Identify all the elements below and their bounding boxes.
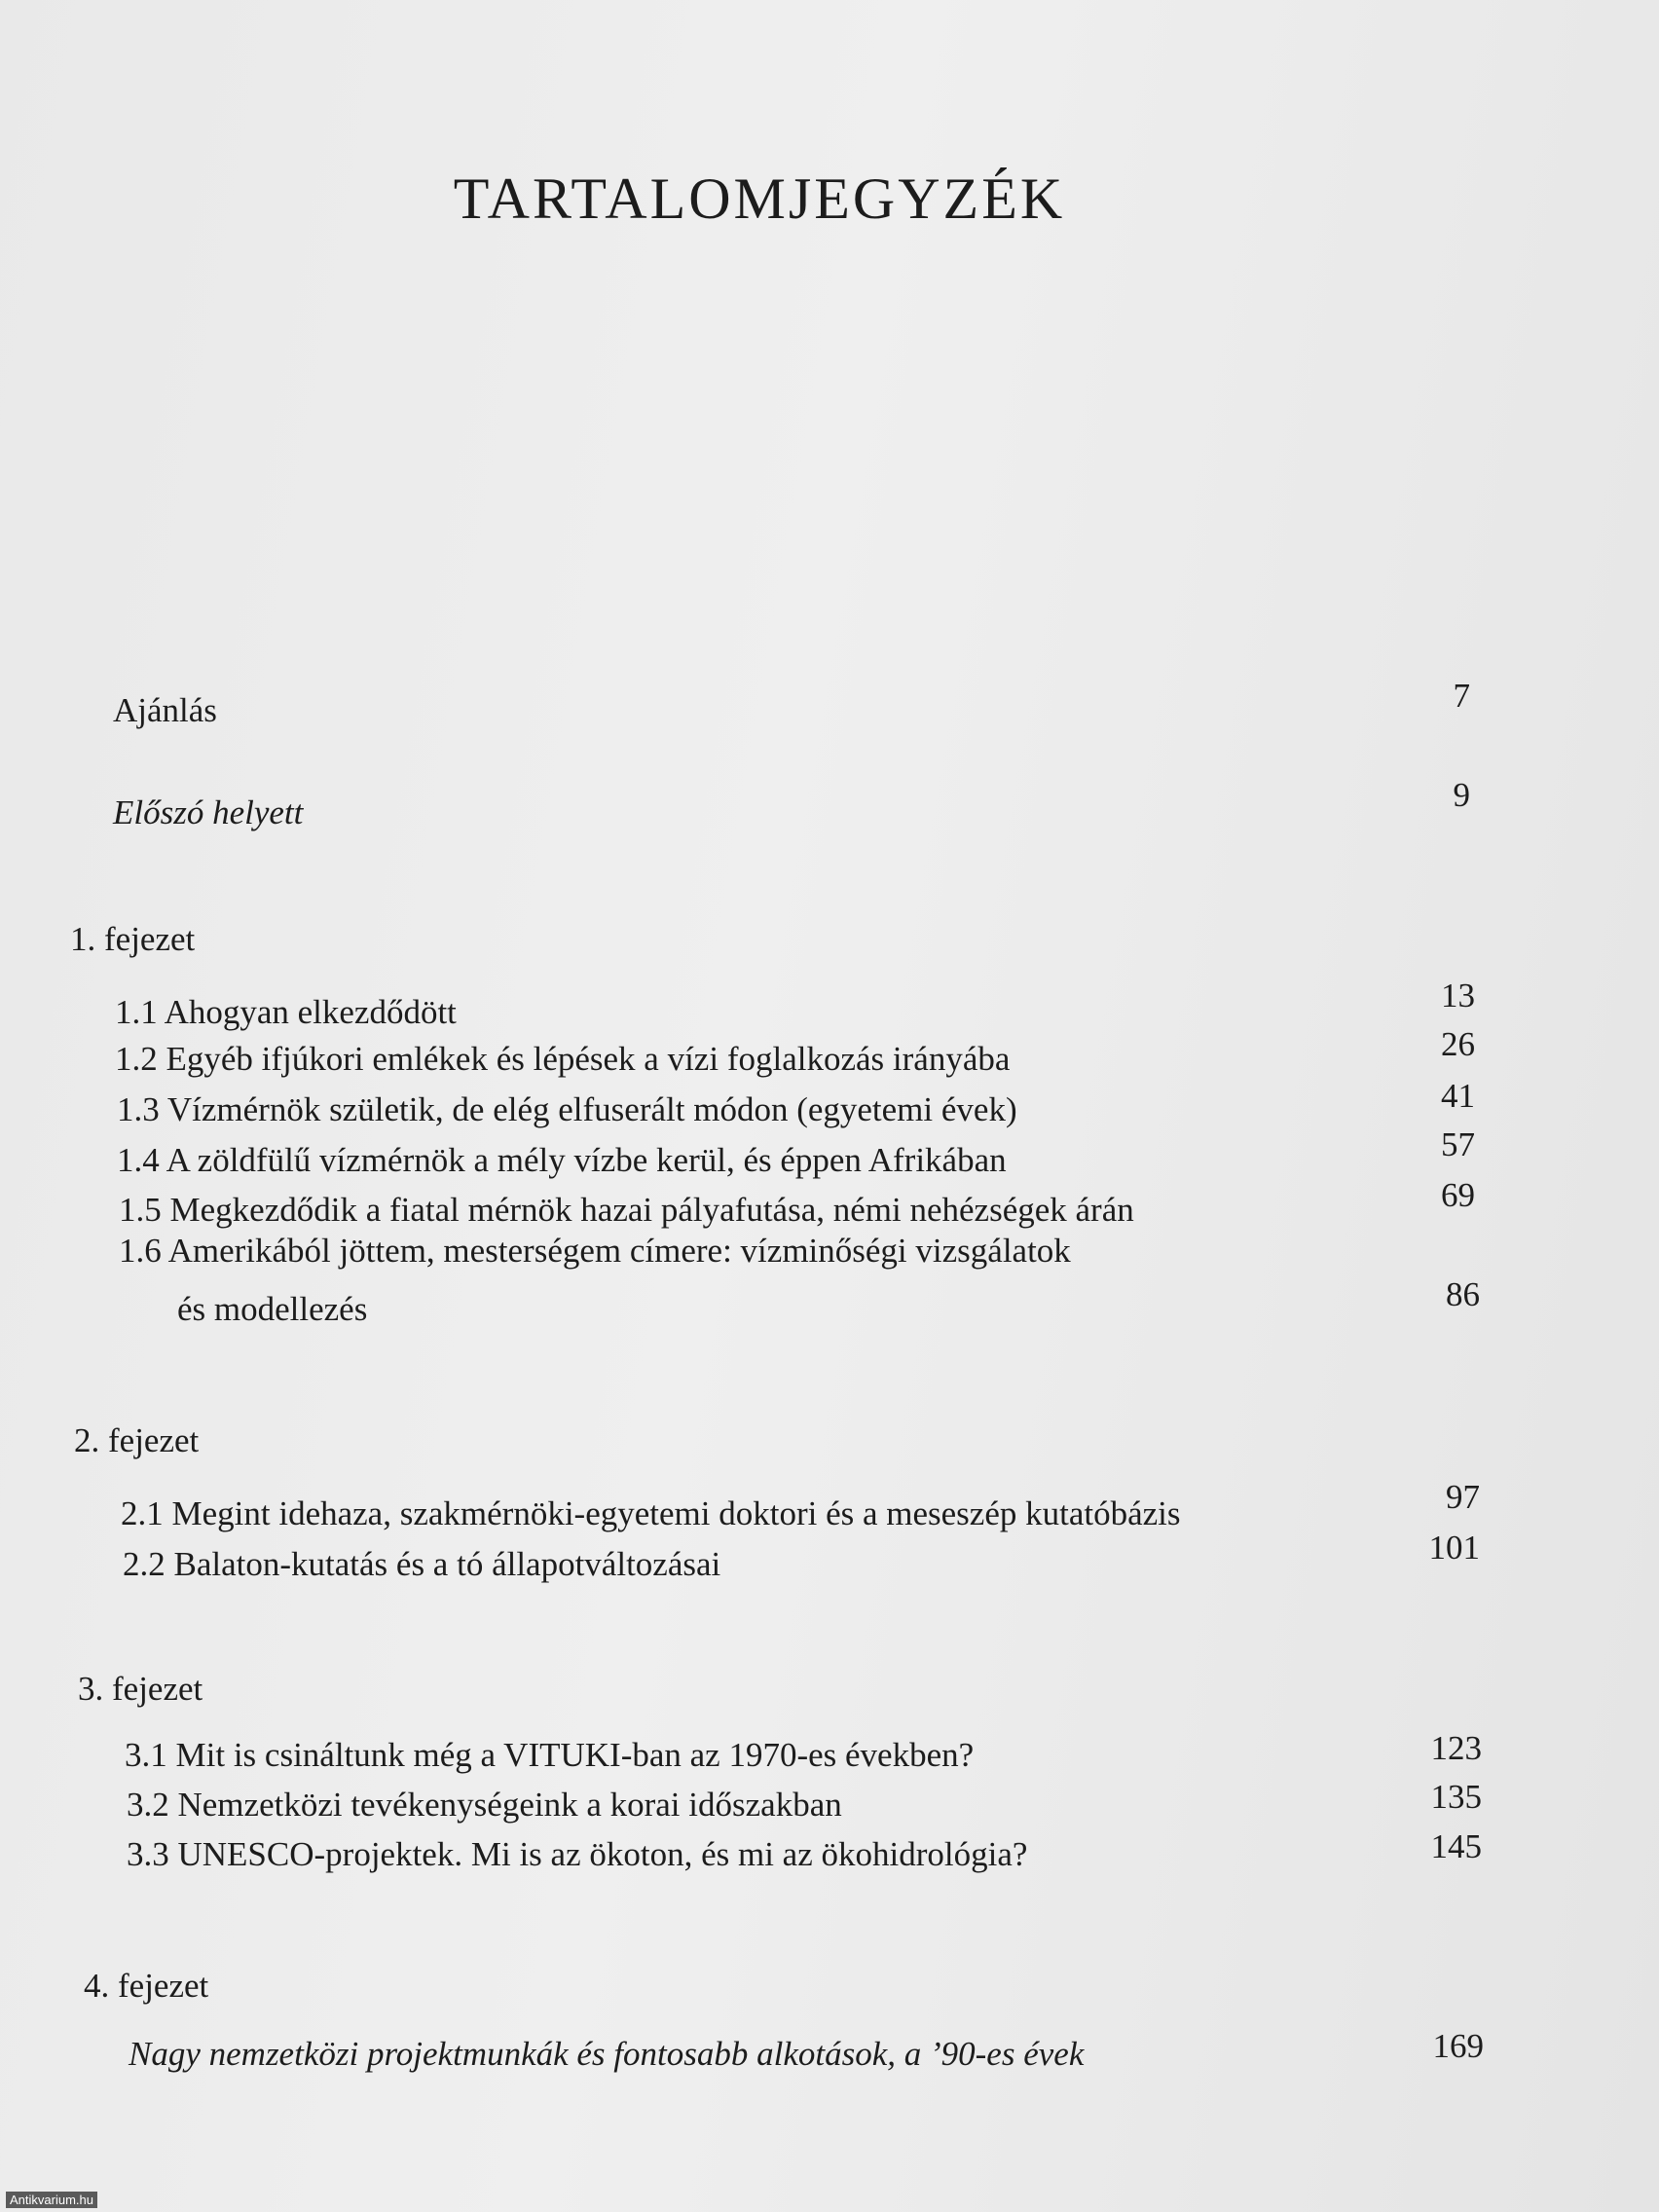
toc-page-number: 13	[1441, 977, 1475, 1014]
toc-page-number: 57	[1441, 1125, 1475, 1163]
toc-page-number: 169	[1432, 2027, 1484, 2065]
toc-entry: 1.4 A zöldfülű vízmérnök a mély vízbe kerül, és éppen Afrikában	[117, 1141, 1007, 1179]
toc-entry: 3.3 UNESCO-projektek. Mi is az ökoton, és mi az ökohidrológia?	[127, 1835, 1028, 1873]
toc-entry: 2.1 Megint idehaza, szakmérnöki-egyetemi doktori és a meseszép kutatóbázis	[121, 1494, 1181, 1532]
toc-page-number: 9	[1453, 776, 1470, 814]
toc-entry-continuation: és modellezés	[177, 1290, 368, 1328]
toc-entry-ajanlas: Ajánlás	[113, 691, 217, 729]
chapter-heading-1: 1. fejezet	[70, 920, 196, 958]
toc-page-number: 69	[1441, 1176, 1475, 1214]
toc-entry-eloszo: Előszó helyett	[113, 793, 304, 831]
chapter-heading-4: 4. fejezet	[84, 1967, 209, 2005]
page-title: TARTALOMJEGYZÉK	[453, 166, 1066, 231]
toc-page-number: 101	[1428, 1529, 1480, 1567]
toc-page-number: 41	[1441, 1077, 1475, 1115]
toc-entry: 3.1 Mit is csináltunk még a VITUKI-ban az 1970-es években?	[125, 1736, 975, 1774]
toc-page-number: 26	[1441, 1025, 1475, 1063]
toc-page-number: 7	[1453, 677, 1470, 715]
chapter-heading-2: 2. fejezet	[74, 1421, 200, 1459]
watermark: Antikvarium.hu	[6, 2192, 97, 2208]
toc-page-number: 123	[1430, 1729, 1482, 1767]
toc-entry: 1.6 Amerikából jöttem, mesterségem címere: vízminőségi vizsgálatok	[119, 1232, 1071, 1270]
toc-entry: 1.5 Megkezdődik a fiatal mérnök hazai pályafutása, némi nehézségek árán	[119, 1191, 1134, 1229]
toc-entry: 2.2 Balaton-kutatás és a tó állapotváltozásai	[123, 1545, 721, 1583]
toc-entry: Nagy nemzetközi projektmunkák és fontosabb alkotások, a ’90-es évek	[129, 2035, 1085, 2073]
toc-entry: 3.2 Nemzetközi tevékenységeink a korai időszakban	[127, 1786, 842, 1824]
toc-page-number: 86	[1446, 1275, 1480, 1313]
toc-entry: 1.2 Egyéb ifjúkori emlékek és lépések a vízi foglalkozás irányába	[115, 1040, 1011, 1078]
toc-entry: 1.3 Vízmérnök születik, de elég elfuserált módon (egyetemi évek)	[117, 1090, 1017, 1128]
toc-page-number: 97	[1446, 1478, 1480, 1516]
chapter-heading-3: 3. fejezet	[78, 1670, 203, 1708]
toc-entry: 1.1 Ahogyan elkezdődött	[115, 993, 457, 1031]
toc-page-number: 145	[1430, 1827, 1482, 1865]
toc-page-number: 135	[1430, 1778, 1482, 1816]
